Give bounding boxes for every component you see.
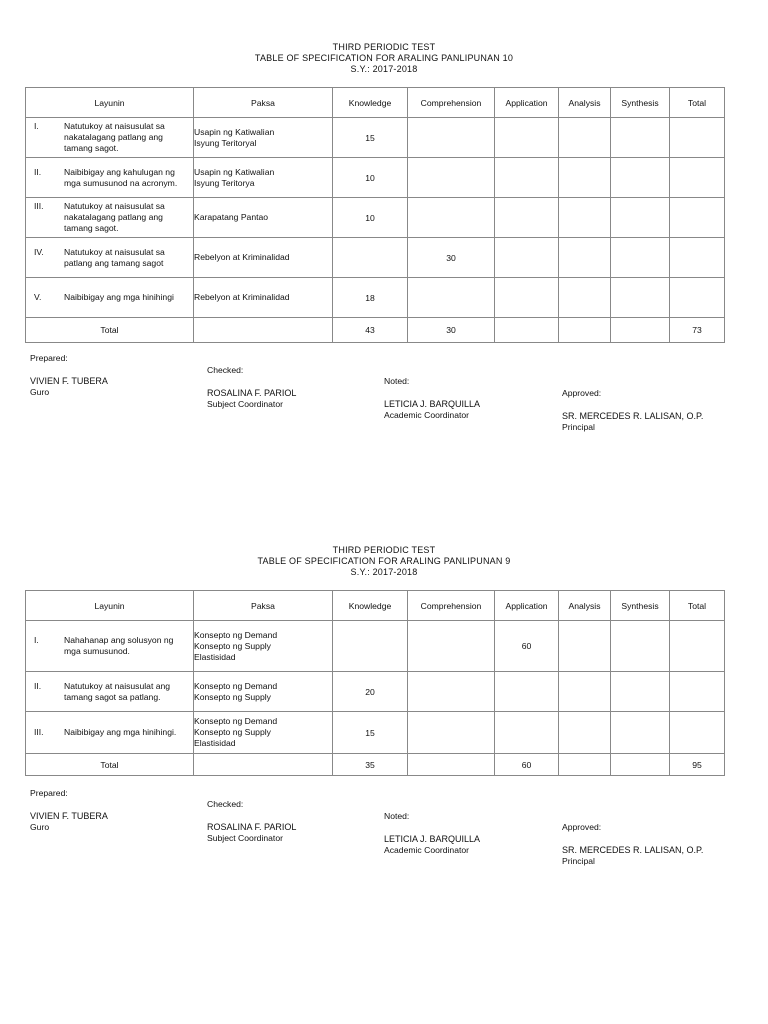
noted-name: LETICIA J. BARQUILLA <box>384 399 481 409</box>
total-label: Total <box>26 754 194 776</box>
header-total: Total <box>670 591 725 621</box>
checked-label: Checked: <box>207 365 244 375</box>
table-row <box>26 621 725 672</box>
analysis-total <box>559 318 611 343</box>
comprehension-cell: 30 <box>408 238 495 278</box>
total-cell <box>670 712 725 754</box>
layunin-text: Naibibigay ang mga hinihingi. <box>64 727 177 737</box>
total-cell <box>670 621 725 672</box>
knowledge-cell <box>333 238 408 278</box>
table-row <box>26 158 725 198</box>
row-number: I. <box>34 635 39 645</box>
paksa-line: Isyung Teritorya <box>194 177 255 188</box>
prepared-block <box>30 788 108 833</box>
noted-label: Noted: <box>384 376 410 386</box>
section1-title-line1: THIRD PERIODIC TEST <box>332 42 436 52</box>
paksa-line: Konsepto ng Demand <box>194 629 278 640</box>
header-synthesis: Synthesis <box>611 88 670 118</box>
checked-role: Subject Coordinator <box>207 833 283 843</box>
header-layunin: Layunin <box>26 591 194 621</box>
table-row <box>26 672 725 712</box>
paksa-line: Usapin ng Katiwalian <box>194 126 275 137</box>
analysis-total <box>559 754 611 776</box>
total-cell <box>670 672 725 712</box>
comprehension-cell <box>408 672 495 712</box>
application-cell <box>495 118 559 158</box>
header-analysis: Analysis <box>559 88 611 118</box>
total-row <box>26 318 725 343</box>
synthesis-cell <box>611 672 670 712</box>
header-knowledge: Knowledge <box>333 591 408 621</box>
synthesis-cell <box>611 198 670 238</box>
analysis-cell <box>559 158 611 198</box>
approved-block <box>562 822 703 867</box>
total-cell <box>670 278 725 318</box>
total-cell <box>670 198 725 238</box>
grand-total: 95 <box>670 754 725 776</box>
analysis-cell <box>559 198 611 238</box>
checked-name: ROSALINA F. PARIOL <box>207 388 297 398</box>
knowledge-cell: 10 <box>333 198 408 238</box>
knowledge-cell: 18 <box>333 278 408 318</box>
noted-role: Academic Coordinator <box>384 845 470 855</box>
analysis-cell <box>559 118 611 158</box>
approved-role: Principal <box>562 422 595 432</box>
layunin-text: Naibibigay ang mga hinihingi <box>64 292 174 302</box>
grand-total: 73 <box>670 318 725 343</box>
header-synthesis: Synthesis <box>611 591 670 621</box>
application-cell <box>495 158 559 198</box>
approved-label: Approved: <box>562 388 602 398</box>
section2-title-line3: S.Y.: 2017-2018 <box>350 567 418 577</box>
application-cell <box>495 238 559 278</box>
comprehension-cell <box>408 621 495 672</box>
header-total: Total <box>670 88 725 118</box>
layunin-text: Nahahanap ang solusyon ng mga sumusunod. <box>64 635 174 656</box>
noted-block <box>384 376 480 421</box>
header-analysis: Analysis <box>559 591 611 621</box>
layunin-text: Natutukoy at naisusulat sa nakatalagang patlang ang tamang sagot. <box>64 121 165 153</box>
noted-role: Academic Coordinator <box>384 410 470 420</box>
header-comprehension: Comprehension <box>408 88 495 118</box>
synthesis-total <box>611 754 670 776</box>
row-number: I. <box>34 121 39 131</box>
layunin-text: Natutukoy at naisusulat ang tamang sagot sa patlang. <box>64 680 171 702</box>
synthesis-cell <box>611 712 670 754</box>
approved-role: Principal <box>562 856 595 866</box>
synthesis-cell <box>611 238 670 278</box>
knowledge-total: 43 <box>333 318 408 343</box>
row-number: III. <box>34 201 44 211</box>
comprehension-cell <box>408 198 495 238</box>
total-cell <box>670 158 725 198</box>
prepared-label: Prepared: <box>30 353 68 363</box>
checked-role: Subject Coordinator <box>207 399 283 409</box>
checked-block <box>207 799 296 844</box>
total-row <box>26 754 725 776</box>
row-number: II. <box>34 166 42 177</box>
paksa-line: Rebelyon at Kriminalidad <box>194 292 290 302</box>
header-layunin: Layunin <box>26 88 194 118</box>
paksa-line: Karapatang Pantao <box>194 212 269 222</box>
header-paksa: Paksa <box>194 591 333 621</box>
approved-name: SR. MERCEDES R. LALISAN, O.P. <box>562 411 704 421</box>
knowledge-cell: 15 <box>333 118 408 158</box>
section1-title-line3: S.Y.: 2017-2018 <box>350 64 418 74</box>
table-row <box>26 118 725 158</box>
approved-label: Approved: <box>562 822 602 832</box>
header-row <box>26 88 725 118</box>
application-total: 60 <box>495 754 559 776</box>
table-row <box>26 238 725 278</box>
paksa-line: Usapin ng Katiwalian <box>194 166 275 177</box>
paksa-line: Rebelyon at Kriminalidad <box>194 252 290 262</box>
tos-table-ap9 <box>25 590 725 776</box>
row-number: V. <box>34 292 42 302</box>
table-row <box>26 278 725 318</box>
total-cell <box>670 238 725 278</box>
checked-label: Checked: <box>207 799 244 809</box>
synthesis-cell <box>611 278 670 318</box>
comprehension-cell <box>408 712 495 754</box>
noted-label: Noted: <box>384 811 410 821</box>
comprehension-cell <box>408 278 495 318</box>
approved-block <box>562 388 703 433</box>
header-application: Application <box>495 88 559 118</box>
table-row <box>26 712 725 754</box>
paksa-line: Elastisidad <box>194 651 236 662</box>
noted-block <box>384 811 480 856</box>
knowledge-cell: 15 <box>333 712 408 754</box>
comprehension-cell <box>408 158 495 198</box>
knowledge-total: 35 <box>333 754 408 776</box>
layunin-text: Naibibigay ang kahulugan ng mga sumusunod na acronym. <box>64 166 178 188</box>
synthesis-cell <box>611 158 670 198</box>
paksa-line: Konsepto ng Supply <box>194 640 271 651</box>
paksa-line: Konsepto ng Supply <box>194 691 271 702</box>
synthesis-cell <box>611 621 670 672</box>
row-number: II. <box>34 680 42 691</box>
application-total <box>495 318 559 343</box>
analysis-cell <box>559 238 611 278</box>
header-knowledge: Knowledge <box>333 88 408 118</box>
knowledge-cell: 10 <box>333 158 408 198</box>
application-cell <box>495 198 559 238</box>
header-application: Application <box>495 591 559 621</box>
layunin-text: Natutukoy at naisusulat sa nakatalagang patlang ang tamang sagot. <box>64 201 165 233</box>
prepared-label: Prepared: <box>30 788 68 798</box>
paksa-line: Konsepto ng Demand <box>194 716 278 726</box>
tos-table-ap10 <box>25 87 725 343</box>
comprehension-cell <box>408 118 495 158</box>
comprehension-total <box>408 754 495 776</box>
header-paksa: Paksa <box>194 88 333 118</box>
checked-block <box>207 365 296 410</box>
noted-name: LETICIA J. BARQUILLA <box>384 834 481 844</box>
prepared-name: VIVIEN F. TUBERA <box>30 811 108 821</box>
section2-title-line2: TABLE OF SPECIFICATION FOR ARALING PANLIPUNAN 9 <box>257 556 511 566</box>
prepared-role: Guro <box>30 822 50 832</box>
application-cell <box>495 712 559 754</box>
analysis-cell <box>559 712 611 754</box>
header-row <box>26 591 725 621</box>
comprehension-total: 30 <box>408 318 495 343</box>
row-number: IV. <box>34 246 44 257</box>
total-cell <box>670 118 725 158</box>
synthesis-total <box>611 318 670 343</box>
approved-name: SR. MERCEDES R. LALISAN, O.P. <box>562 845 704 855</box>
prepared-role: Guro <box>30 387 50 397</box>
analysis-cell <box>559 672 611 712</box>
synthesis-cell <box>611 118 670 158</box>
knowledge-cell <box>333 621 408 672</box>
total-label: Total <box>26 318 194 343</box>
paksa-line: Elastisidad <box>194 738 236 748</box>
paksa-line: Konsepto ng Supply <box>194 727 271 737</box>
prepared-name: VIVIEN F. TUBERA <box>30 376 108 386</box>
knowledge-cell: 20 <box>333 672 408 712</box>
application-cell: 60 <box>495 621 559 672</box>
section1-title-line2: TABLE OF SPECIFICATION FOR ARALING PANLIPUNAN 10 <box>254 53 514 63</box>
row-number: III. <box>34 727 44 737</box>
table-row <box>26 198 725 238</box>
application-cell <box>495 278 559 318</box>
layunin-text: Natutukoy at naisusulat sa patlang ang tamang sagot <box>64 246 165 268</box>
paksa-line: Konsepto ng Demand <box>194 680 278 691</box>
analysis-cell <box>559 621 611 672</box>
section2-title-line1: THIRD PERIODIC TEST <box>332 545 436 555</box>
analysis-cell <box>559 278 611 318</box>
application-cell <box>495 672 559 712</box>
header-comprehension: Comprehension <box>408 591 495 621</box>
paksa-line: Isyung Teritoryal <box>194 137 257 148</box>
checked-name: ROSALINA F. PARIOL <box>207 822 297 832</box>
prepared-block <box>30 353 108 398</box>
